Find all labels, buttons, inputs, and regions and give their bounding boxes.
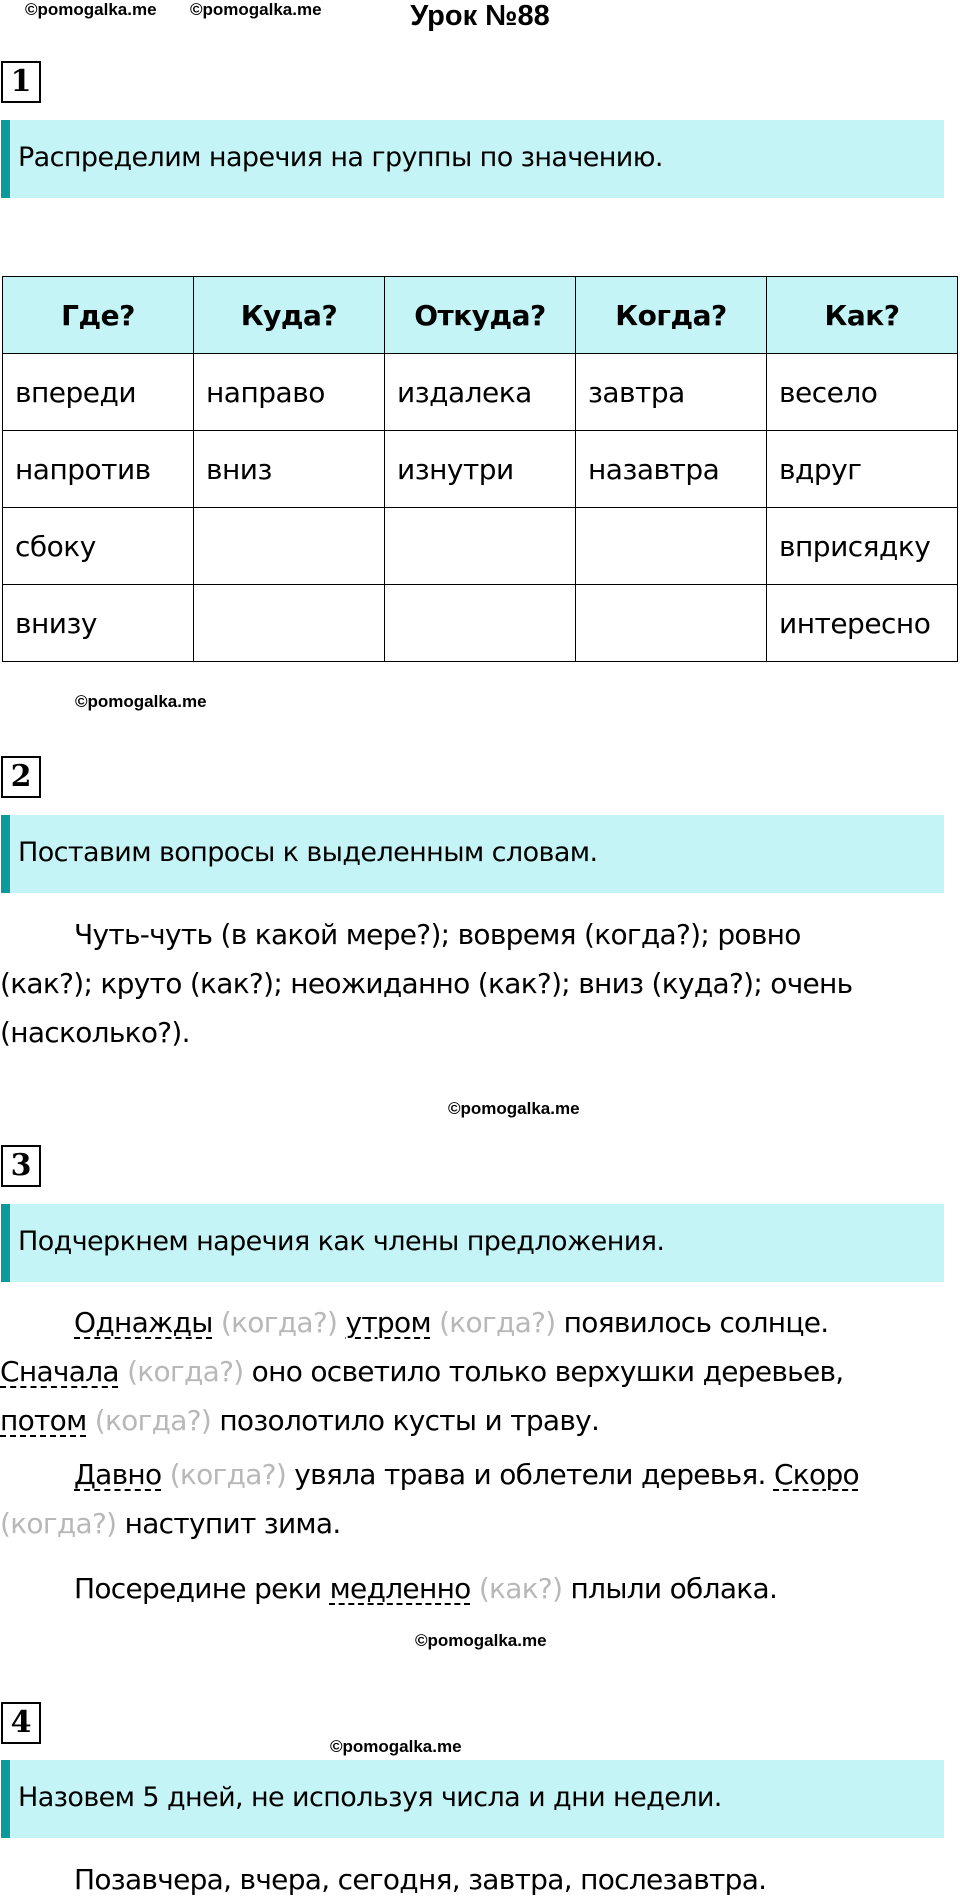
table-cell: напротив — [3, 431, 194, 508]
table-row — [3, 508, 958, 585]
table-cell: завтра — [576, 354, 767, 431]
sentence-line — [74, 1298, 960, 1347]
question-hint: (когда?) — [439, 1306, 556, 1339]
table-cell: направо — [194, 354, 385, 431]
watermark: ©pomogalka.me — [330, 1737, 462, 1756]
sentence-line — [0, 1396, 960, 1445]
task-number-1: 1 — [1, 61, 41, 103]
table-cell: издалека — [385, 354, 576, 431]
task-instruction-banner-2 — [1, 815, 944, 893]
table-cell: назавтра — [576, 431, 767, 508]
sentence-line — [74, 1564, 960, 1613]
watermark: ©pomogalka.me — [25, 0, 157, 19]
page-title: Урок №88 — [410, 0, 550, 32]
table-cell — [194, 585, 385, 662]
table-row — [3, 431, 958, 508]
task-number-2: 2 — [1, 756, 41, 798]
underlined-adverb: утром — [345, 1306, 431, 1339]
table-cell — [194, 508, 385, 585]
question-hint: (когда?) — [94, 1404, 212, 1437]
table-cell: сбоку — [3, 508, 194, 585]
table-header-row — [3, 277, 958, 354]
table-cell: интересно — [767, 585, 958, 662]
task-instruction-text: Распределим наречия на группы по значению. — [18, 142, 663, 173]
underlined-adverb: Сначала — [0, 1355, 119, 1388]
answer-line: Чуть-чуть (в какой мере?); вовремя (когда?); ровно — [74, 918, 801, 951]
task-instruction-text: Назовем 5 дней, не используя числа и дни недели. — [18, 1782, 722, 1813]
task-instruction-text: Подчеркнем наречия как члены предложения. — [18, 1226, 665, 1257]
task-instruction-text: Поставим вопросы к выделенным словам. — [18, 837, 598, 868]
question-hint: (как?) — [478, 1572, 563, 1605]
sentence-line — [0, 1347, 960, 1396]
question-hint: (когда?) — [127, 1355, 244, 1388]
underlined-adverb: Однажды — [74, 1306, 213, 1339]
task-instruction-banner-1 — [1, 120, 944, 198]
table-cell: весело — [767, 354, 958, 431]
table-cell: вприсядку — [767, 508, 958, 585]
sentence-text: увяла трава и облетели деревья. — [294, 1458, 766, 1491]
table-cell — [576, 585, 767, 662]
sentence-text: позолотило кусты и траву. — [219, 1404, 600, 1437]
column-header-when: Когда? — [576, 277, 767, 354]
adverbs-table — [2, 276, 958, 662]
underlined-adverb: Скоро — [773, 1458, 859, 1491]
table-cell: вдруг — [767, 431, 958, 508]
sentence-text: появилось солнце. — [563, 1306, 829, 1339]
task-instruction-banner-4 — [1, 1760, 944, 1838]
sentence-text: плыли облака. — [570, 1572, 778, 1605]
task-number-4: 4 — [1, 1702, 41, 1744]
sentence-text: Посередине реки — [74, 1572, 322, 1605]
table-cell: впереди — [3, 354, 194, 431]
watermark: ©pomogalka.me — [75, 692, 207, 711]
column-header-how: Как? — [767, 277, 958, 354]
sentence-text: наступит зима. — [124, 1507, 341, 1540]
table-cell: изнутри — [385, 431, 576, 508]
underlined-adverb: потом — [0, 1404, 87, 1437]
question-hint: (когда?) — [220, 1306, 338, 1339]
table-cell — [385, 508, 576, 585]
table-cell: внизу — [3, 585, 194, 662]
table-cell — [385, 585, 576, 662]
watermark: ©pomogalka.me — [415, 1631, 547, 1650]
answer-line: (как?); круто (как?); неожиданно (как?); вниз (куда?); очень — [0, 967, 853, 1000]
answer-line: (насколько?). — [0, 1016, 190, 1049]
table-cell — [576, 508, 767, 585]
task-instruction-banner-3 — [1, 1204, 944, 1282]
column-header-where-from: Откуда? — [385, 277, 576, 354]
underlined-adverb: Давно — [74, 1458, 162, 1491]
answer-line: Позавчера, вчера, сегодня, завтра, послезавтра. — [74, 1863, 767, 1896]
task-number-3: 3 — [1, 1145, 41, 1187]
underlined-adverb: медленно — [329, 1572, 471, 1605]
table-row — [3, 354, 958, 431]
watermark: ©pomogalka.me — [448, 1099, 580, 1118]
table-row — [3, 585, 958, 662]
sentence-line — [74, 1450, 960, 1499]
question-hint: (когда?) — [169, 1458, 287, 1491]
sentence-line — [0, 1499, 960, 1548]
table-cell: вниз — [194, 431, 385, 508]
column-header-where: Где? — [3, 277, 194, 354]
column-header-where-to: Куда? — [194, 277, 385, 354]
question-hint: (когда?) — [0, 1507, 117, 1540]
sentence-text: оно осветило только верхушки деревьев, — [251, 1355, 844, 1388]
watermark: ©pomogalka.me — [190, 0, 322, 19]
